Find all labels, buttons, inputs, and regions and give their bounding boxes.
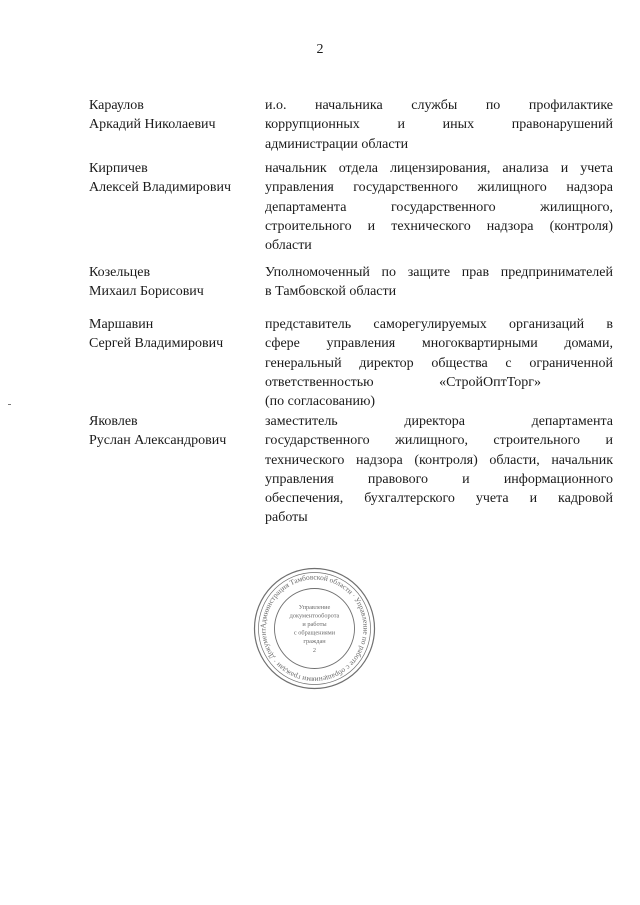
position-line: управления государственного жилищного надзора (265, 180, 613, 196)
member-name (89, 263, 265, 302)
member-position (265, 315, 613, 411)
position-line: ответственностью «СтройОптТорг» (265, 374, 541, 390)
position-line: департамента государственного жилищного, (265, 199, 613, 215)
member-row (89, 96, 617, 154)
position-line: технического надзора (контроля) области, начальник (265, 452, 613, 468)
page-number: 2 (316, 42, 324, 57)
stamp-center-line: документооборота (289, 612, 340, 620)
member-name (89, 412, 265, 528)
member-position (265, 96, 613, 154)
position-line: государственного жилищного, строительного и (265, 433, 613, 449)
position-line: работы (265, 510, 308, 526)
stamp-center-line: и работы (302, 621, 327, 628)
member-surname: Яковлев (89, 414, 138, 429)
position-line: сфере управления многоквартирными домами, (265, 336, 613, 352)
position-line: начальник отдела лицензирования, анализа и учета (265, 161, 613, 176)
margin-mark (8, 404, 11, 405)
stamp-center-line: 2 (312, 647, 317, 654)
position-line: (по согласованию) (265, 394, 376, 410)
member-surname: Маршавин (89, 317, 154, 332)
member-given-names: Михаил Борисович (89, 284, 204, 300)
stamp-center-line: Управление (298, 604, 331, 611)
position-line: представитель саморегулируемых организаций в (265, 317, 613, 332)
position-line: области (265, 238, 312, 254)
member-surname: Козельцев (89, 265, 151, 280)
member-given-names: Руслан Александрович (89, 433, 227, 449)
member-row (89, 315, 617, 411)
position-line: обеспечения, бухгалтерского учета и кадровой (265, 491, 613, 507)
position-line: администрации области (265, 136, 409, 152)
position-line: заместитель директора департамента (265, 414, 613, 429)
member-position (265, 412, 613, 528)
member-position (265, 263, 613, 302)
position-line: управления правового и информационного (265, 471, 613, 487)
member-name (89, 96, 265, 154)
member-surname: Кирпичев (89, 161, 148, 176)
stamp-seal-icon (252, 566, 377, 691)
position-line: Уполномоченный по защите прав предпринимателей (265, 265, 613, 280)
stamp-outer-text: Администрация Тамбовской области · Управление по работе с обращениями граждан · Документ (258, 572, 371, 685)
position-line: в Тамбовской области (265, 284, 397, 300)
member-row (89, 263, 617, 302)
member-row (89, 412, 617, 528)
position-line: строительного и технического надзора (контроля) (265, 218, 613, 234)
member-surname: Караулов (89, 98, 144, 113)
position-line: коррупционных и иных правонарушений (265, 117, 613, 133)
member-given-names: Аркадий Николаевич (89, 117, 216, 133)
member-name (89, 159, 265, 255)
member-name (89, 315, 265, 411)
position-line: генеральный директор общества с ограниченной (265, 355, 613, 371)
member-given-names: Сергей Владимирович (89, 336, 224, 352)
official-stamp (252, 566, 377, 691)
member-given-names: Алексей Владимирович (89, 180, 232, 196)
member-row (89, 159, 617, 255)
member-position (265, 159, 613, 255)
position-line: и.о. начальника службы по профилактике (265, 98, 613, 113)
stamp-center-line: граждан (303, 638, 326, 645)
stamp-center-line: с обращениями (293, 629, 336, 637)
